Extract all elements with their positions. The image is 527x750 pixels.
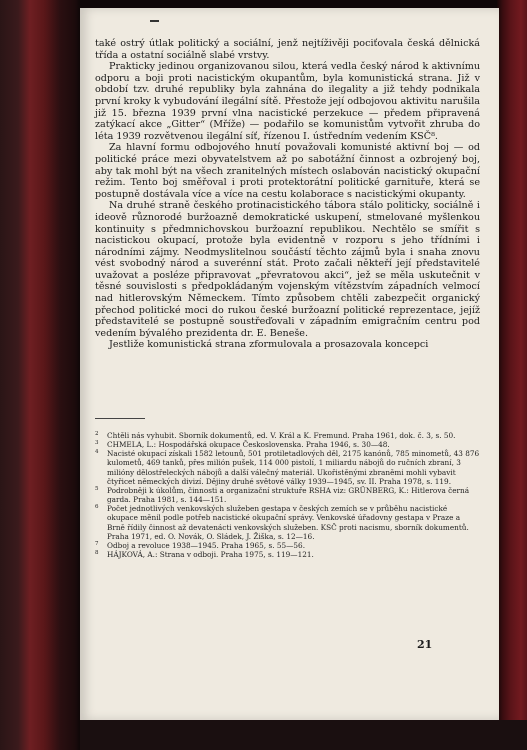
footnote-text: Nacisté okupací získali 1582 letounů, 501 protiletadlových děl, 2175 kanónů, 785 minometů, 43 876 kulometů, 469 tanků, přes milión pušek, 114 000 pistolí, 1 miliardu nábojů do ručních zbraní, 3 milióny dělostřeleckých nábojů a další válečný materiál. Ukořistěnými zbraněmi mohli vybavit čtyřicet německých divizí. Dějiny druhé světové války 1939—1945, sv. II. Praha 1978, s. 119. bbox=[107, 449, 480, 486]
paragraph: také ostrý útlak politický a sociální, jenž nejtíživěji pociťovala česká dělnická třída a ostatní sociálně slabé vrstvy. bbox=[95, 38, 480, 61]
paragraph: Jestliže komunistická strana zformulovala a prosazovala koncepci bbox=[109, 339, 429, 351]
footnote-text: Počet jednotlivých venkovských služeben gestapa v českých zemích se v průběhu nacistické okupace měnil podle potřeb nacistické okupační správy. Venkovské úřadovny gestapa v Praze a Brně řídily činnost až devatenácti venkovských služeben. KSČ proti nacismu, sborník dokumentů. Praha 1971, ed. O. Novák, O. Sládek, J. Žiška, s. 12—16. bbox=[107, 504, 469, 541]
footnote-text: CHMELA, L.: Hospodářská okupace Československa. Praha 1946, s. 30—48. bbox=[107, 440, 390, 450]
footnote-number: 3 bbox=[95, 440, 99, 447]
page-bottom-shadow bbox=[80, 720, 527, 750]
footnote bbox=[95, 541, 480, 550]
book-cover-edge-right bbox=[497, 0, 527, 750]
footnote bbox=[95, 431, 480, 440]
footnote-number: 4 bbox=[95, 449, 99, 456]
footnote-separator bbox=[95, 418, 145, 419]
footnote-number: 6 bbox=[95, 504, 99, 511]
footnote-text: HÁJKOVÁ, A.: Strana v odboji. Praha 1975, s. 119—121. bbox=[107, 550, 314, 560]
footnote bbox=[95, 486, 480, 504]
page-number: 21 bbox=[417, 638, 433, 651]
footnote-number: 2 bbox=[95, 431, 99, 437]
footnote bbox=[95, 504, 480, 541]
paragraph: Na druhé straně českého protinacistického tábora stálo politicky, sociálně i ideově různorodé buržoazně demokratické uskupení, stmelované myšlenkou kontinuity s předmnichovskou buržoazní republikou. Nechtělo se smířit s nacistickou okupací, protože byla evidentně v rozporu s jeho třídními i národními zájmy. Neodmyslitelnou součástí těchto zájmů byla i snaha znovu vést svobodný národ a suverénní stát. Proto začali někteří její představitelé uvažovat a posléze připravovat „převratovou akci“, jež se měla uskutečnit v těsné souvislosti s předpokládaným vojenským vítězstvím západních velmocí nad hitlerovským Německem. Tímto způsobem chtěli zabezpečit organický přechod politické moci do rukou české buržoazní politické reprezentace, jejíž představitelé se postupně soustřeďovali v západním emigračním centru pod vedením bývalého prezidenta dr. E. Beneše. bbox=[95, 200, 480, 339]
footnote-number: 5 bbox=[95, 485, 99, 492]
footnote bbox=[95, 449, 480, 486]
running-head-mark bbox=[150, 20, 159, 22]
footnote bbox=[95, 550, 480, 559]
footnote-text: Odboj a revoluce 1938—1945. Praha 1965, s. 55—56. bbox=[107, 540, 306, 550]
body-text bbox=[95, 38, 480, 351]
footnote-text: Chtěli nás vyhubit. Sborník dokumentů, ed. V. Král a K. Fremund. Praha 1961, dok. č. 3, s. 50. bbox=[107, 431, 456, 440]
paragraph: Za hlavní formu odbojového hnutí považovali komunisté aktivní boj — od politické práce mezi obyvatelstvem až po sabotážní činnost a ozbrojený boj, aby tak mohl být na všech zranitelných místech oslabován nacistický okupační režim. Tento boj směřoval i proti protektorátní politické garnituře, která se postupně dostávala více a více na cestu kolaborace s nacistickými okupanty. bbox=[95, 142, 480, 200]
footnote-text: Podrobněji k úkolům, činnosti a organizační struktuře RSHA viz: GRÜNBERG, K.: Hitlerova černá garda. Praha 1981, s. 144—151. bbox=[107, 485, 470, 505]
footnote-number: 7 bbox=[95, 540, 99, 547]
footnote bbox=[95, 440, 480, 449]
footnotes bbox=[95, 431, 480, 559]
paragraph: Prakticky jedinou organizovanou silou, která vedla český národ k aktivnímu odporu a boji proti nacistickým okupantům, byla komunistická strana. Již v období tzv. druhé republiky byla zahnána do ilegality a již tehdy podnikala první kroky k vybudování ilegální sítě. Přestože její odbojovou aktivitu narušila již 15. března 1939 první vlna nacistické perzekuce — předem připravená zatýkací akce „Gitter“ (Mříže) — podařilo se komunistům vytvořit zhruba do léta 1939 rozvětvenou ilegální síť, řízenou I. ústředním vedením KSČ⁸. bbox=[95, 61, 480, 142]
footnote-number: 8 bbox=[95, 550, 99, 557]
